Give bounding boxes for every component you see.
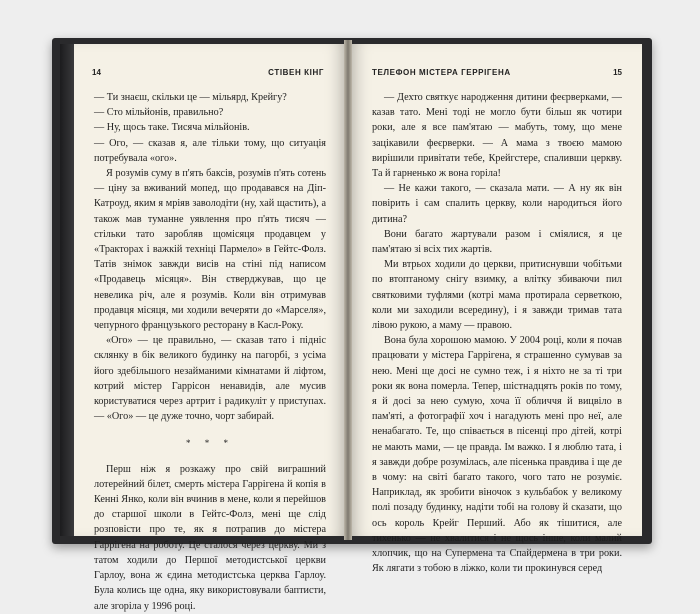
section-separator: * * * <box>186 438 234 449</box>
left-body-text <box>94 90 326 614</box>
right-page <box>350 44 642 575</box>
book-gutter <box>344 40 352 540</box>
paragraph: Я розумів суму в п'ять баксів, розумів п'ять сотень — ціну за вживаний мопед, що продавався на Діп-Катроуд, яким я мріяв заволодіти (ну, хай щастить), а також мав туманне уявлення про п'ять тисяч — стільки тато заробляв щомісяця продавцем у «Тракторах і важкій техніці Пармело» в Гейтс-Фолз. Татів знімок завжди висів на стіні під написом «Продавець місяця». Він стверджував, що це невелика річ, але я розумів. Коли він отримував продавця місяця, ми ходили вечеряти до «Марселя», чепурного французького ресторану в Касл-Року. <box>94 168 326 332</box>
paragraph: — Ну, щось таке. Тисяча мільйонів. <box>94 122 250 134</box>
paragraph: Ми втрьох ходили до церкви, притиснувши чобітьми по втоптаному снігу взимку, а влітку збиваючи пил святковими туфлями (котрі мама протирала серветкою, коли ми заходили всередину), і я завжди тримав тата лівою рукою, а маму — правою. <box>372 259 622 332</box>
page-edge <box>60 44 74 536</box>
paragraph: — Не кажи такого, — сказала мати. — А ну як він повірить і сам спалить церкву, коли народиться його дитина? <box>372 183 622 225</box>
paragraph: Вона була хорошою мамою. У 2004 році, коли я почав працювати у містера Гаррігена, я страшенно сумував за нею. Мені ще досі не сумно теж, і я ніхто не за ті три роки як вона померла. Тепер, шістнадцять років по тому, я й досі за нею сумую, хоча її обличчя й вицвіло в пам'яті, а фотографії хоч і нагадують мені про неї, але ненабагато. Те, що співається в пісенці про дітей, котрі не мають мами, — це правда. Ім важко. І я люблю тата, і я завжди добре розумілась, але пісенька правдива і ще де в чому: на світі багато такого, чого тато не розуміє. Наприклад, як зробити віночок з кульбабок у великому полі позаду будинку, надіти тобі на голову й сказати, що ось король Крейг Перший. Або як тішитися, але тихенько — не хвалитися і не щось інше, коли малий хлопчик, що на Супермена та Спайдермена в три роки. Як лягати з тобою в ліжко, коли ти прокинувся серед <box>372 335 622 575</box>
paragraph: «Ого» — це правильно, — сказав тато і підніс склянку в бік великого будинку на пагорбі, з усіма його здебільшого незайманими кімнатами й ліфтом, котрий містер Гаррісон ненавидів, але мусив користуватися через артрит і радикуліт у приступах. — «Ого» — це дуже точно, чорт забирай. <box>94 335 326 423</box>
paragraph: — Ого, — сказав я, але тільки тому, що ситуація потребувала «ого». <box>94 137 326 164</box>
right-body-text <box>372 90 622 577</box>
left-running-head: СТІВЕН КІНГ <box>268 68 324 77</box>
left-page <box>74 44 346 612</box>
paragraph: — Сто мільйонів, правильно? <box>94 107 224 119</box>
paragraph: Вони багато жартували разом і сміялися, я це пам'ятаю зі всіх тих жартів. <box>372 228 622 256</box>
right-running-head: ТЕЛЕФОН МІСТЕРА ГЕРРІГЕНА <box>372 68 511 77</box>
left-folio: 14 <box>92 68 101 77</box>
paragraph: — Дехто святкує народження дитини феєрверками, — казав тато. Мені тоді не могло бути більш як чотири роки, але я все пам'ятаю — мабуть, тому, що мене зацікавили феєрверки. — А мама з твоєю мамою вирішили привітати тебе, Крейгстере, спаливши церкву. Та й гарненько ж вона горіла! <box>372 92 622 180</box>
paragraph: — Ти знаєш, скільки це — мільярд, Крейгу? <box>94 92 287 103</box>
paragraph: Перш ніж я розкажу про свій виграшний лотерейний білет, смерть містера Гаррігена й копія в Кенні Янко, коли він вчинив в мене, коли я перейшов до старшої школи в Гейтс-Фолз, мені ще слід розповісти про те, як я потрапив до містера Гаррігена на роботу. Це сталося через церкву. Ми з татом ходили до Першої методистської церкви Гарлоу, вона ж єдина методистська церква Гарлоу. Була колись ще одна, яку використовували баптисти, але згоріла у 1996 році. <box>94 463 326 612</box>
right-folio: 15 <box>613 68 622 77</box>
